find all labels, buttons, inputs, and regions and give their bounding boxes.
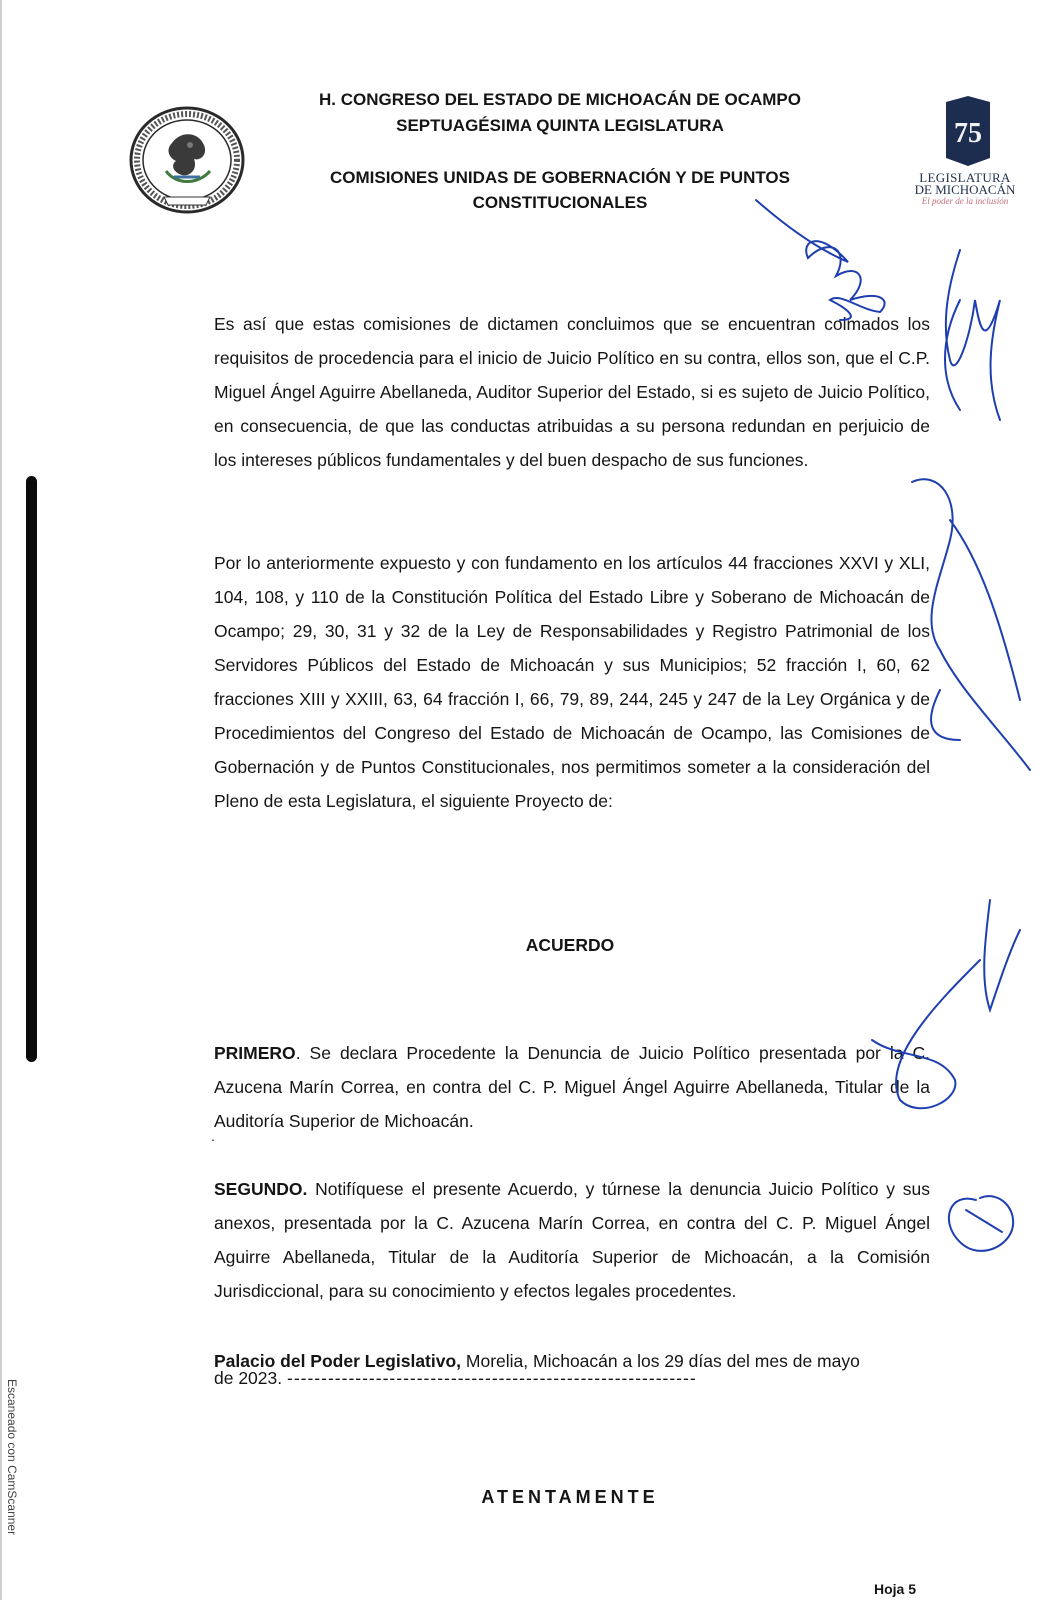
- segundo-text: Notifíquese el presente Acuerdo, y túrnese la denuncia Juicio Político y sus anexos, presentada por la C. Azucena Marín Correa, en contra del C. P. Miguel Ángel Aguirre Abellaneda, Titular de la Auditoría Superior de Michoacán, a la Comisión Jurisdiccional, para su conocimiento y efectos legales procedentes.: [214, 1179, 930, 1301]
- paragraph-primero: [214, 1036, 930, 1138]
- paragraph-segundo: [214, 1172, 930, 1308]
- acuerdo-title: ACUERDO: [525, 935, 615, 955]
- segundo-label: SEGUNDO.: [214, 1179, 308, 1199]
- palacio-text: Morelia, Michoacán a los 29 días del mes de mayo: [461, 1351, 860, 1371]
- scanner-watermark: Escaneado con CamScanner: [5, 1379, 19, 1536]
- dash-filler: ------------------------------------------------------------: [287, 1368, 697, 1388]
- header-legislature: SEPTUAGÉSIMA QUINTA LEGISLATURA: [396, 116, 724, 135]
- primero-text: . Se declara Procedente la Denuncia de Juicio Político presentada por la C. Azucena Marín Correa, en contra del C. P. Miguel Ángel Aguirre Abellaneda, Titular de la Auditoría Superior de Michoacán.: [214, 1043, 930, 1131]
- header-commissions-2: CONSTITUCIONALES: [472, 193, 648, 212]
- logo-tagline: El poder de la inclusión: [921, 196, 1009, 206]
- primero-label: PRIMERO: [214, 1043, 296, 1063]
- svg-text:75: 75: [954, 118, 982, 149]
- atentamente-title: ATENTAMENTE: [481, 1487, 659, 1507]
- page-edge: [0, 0, 2, 1600]
- signature-2: [945, 250, 1000, 420]
- paragraph-conclusion: [214, 307, 930, 477]
- signature-5: [949, 1196, 1013, 1251]
- paragraph-text: Por lo anteriormente expuesto y con fundamento en los artículos 44 fracciones XXVI y XLI, 104, 108, y 110 de la Constitución Política del Estado Libre y Soberano de Michoacán de Ocampo; 29, 30, 31 y 32 de la Ley de Responsabilidades y Registro Patrimonial de los Servidores Públicos del Estado de Michoacán y sus Municipios; 52 fracción I, 60, 62 fracciones XIII y XXIII, 63, 64 fracción I, 66, 79, 89, 244, 245 y 247 de la Ley Orgánica y de Procedimientos del Congreso del Estado de Michoacán de Ocampo, las Comisiones de Gobernación y de Puntos Constitucionales, nos permitimos someter a la consideración del Pleno de esta Legislatura, el siguiente Proyecto de:: [214, 553, 930, 811]
- legislatura-logo-text: [900, 172, 1030, 207]
- logo-line-1: LEGISLATURA: [919, 170, 1011, 185]
- scroll-bar[interactable]: [26, 476, 37, 1062]
- legislatura-75-logo: [942, 96, 994, 166]
- header-commissions: COMISIONES UNIDAS DE GOBERNACIÓN Y DE PUNTOS: [329, 168, 790, 187]
- paragraph-text: Es así que estas comisiones de dictamen concluimos que se encuentran colmados los requisitos de procedencia para el inicio de Juicio Político en su contra, ellos son, que el C.P. Miguel Ángel Aguirre Abellaneda, Auditor Superior del Estado, si es sujeto de Juicio Político, en consecuencia, de que las conductas atribuidas a su persona redundan en perjuicio de los intereses públicos fundamentales y del buen despacho de sus funciones.: [214, 314, 930, 470]
- signature-1: [756, 200, 885, 320]
- stray-dot: .: [211, 1128, 215, 1144]
- paragraph-fundamento: [214, 546, 930, 818]
- palacio-label: Palacio del Poder Legislativo,: [214, 1351, 462, 1371]
- page-number: Hoja 5: [874, 1581, 917, 1597]
- header-congress: H. CONGRESO DEL ESTADO DE MICHOACÁN DE OCAMPO: [318, 90, 801, 109]
- congress-seal-logo: [128, 105, 246, 215]
- date-line: [214, 1368, 930, 1388]
- logo-line-2: DE MICHOACÁN: [914, 182, 1016, 197]
- date-year: de 2023.: [214, 1368, 283, 1388]
